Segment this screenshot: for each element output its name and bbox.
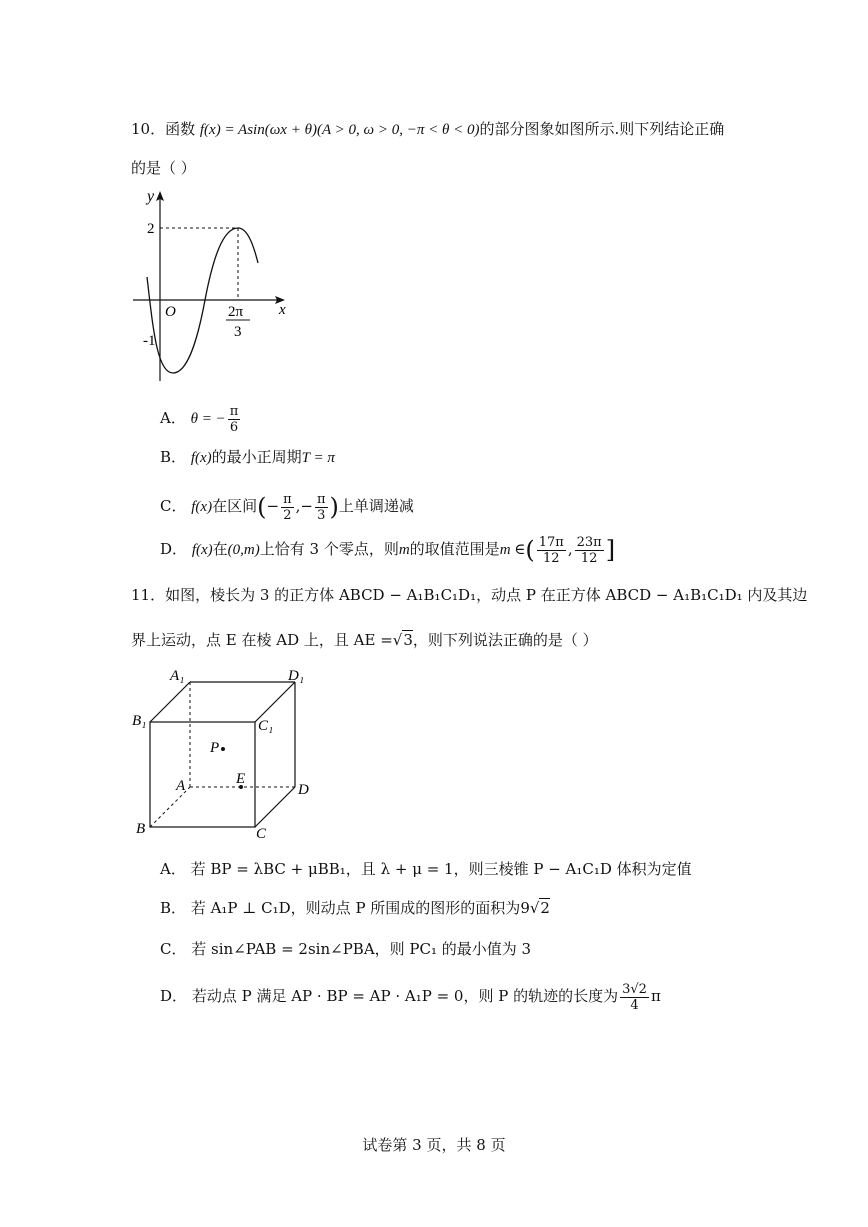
y-max-label: 2 (147, 221, 155, 237)
option-c-pre: 在区间 (212, 497, 258, 515)
label-p: P (210, 740, 220, 756)
origin-label: O (165, 304, 176, 320)
x-tick-denominator: 3 (234, 324, 242, 340)
option-b-fx: f(x) (190, 450, 212, 466)
option-b-label: B． (160, 899, 187, 917)
q10-option-d: D． f(x)在(0,m)上恰有 3 个零点，则m的取值范围是m ∈( $\frac{17\pi}{12}$ , $\frac{23\pi}{12}$ ] (160, 534, 616, 566)
y-min-label: -1 (143, 333, 156, 349)
y-axis-label: y (147, 188, 155, 205)
option-a-text: 若 BP = λBC + μBB₁，且 λ + μ = 1，则三棱锥 P − A₁C₁D 体积为定值 (190, 860, 692, 878)
label-d: D (298, 782, 309, 798)
option-a-lhs: θ = − (190, 411, 226, 427)
q10-option-b (160, 446, 335, 469)
page-footer: 试卷第 3 页，共 8 页 (362, 1136, 506, 1154)
label-d1: D₁ (288, 668, 305, 684)
q10-line1 (131, 118, 724, 141)
q11-line1-text: 如图，棱长为 3 的正方体 ABCD − A₁B₁C₁D₁，动点 P 在正方体 ABCD − A₁B₁C₁D₁ 内及其边 (165, 586, 808, 604)
option-a-label: A． (160, 860, 186, 878)
point-p (221, 747, 225, 751)
q11-number: 11． (131, 586, 166, 604)
label-b1: B₁ (132, 713, 147, 729)
q11-option-d: D． 若动点 P 满足 AP · BP = AP · A₁P = 0，则 P 的轨迹的长度为 $\frac{3√2}{4}$ π (160, 981, 661, 1013)
q10-number: 10． (131, 120, 166, 138)
q10-line2: 的是（ ） (131, 159, 196, 177)
q11-cube-figure (130, 662, 320, 842)
option-c-text: 若 sin∠PAB = 2sin∠PBA，则 PC₁ 的最小值为 3 (191, 940, 532, 958)
option-c-label: C． (160, 497, 187, 515)
x-axis-label: x (279, 302, 286, 318)
option-a-fraction: $\frac{\pi}{6}$ (229, 403, 239, 435)
q11-line1 (131, 584, 807, 606)
x-tick-numerator: 2π (228, 304, 244, 320)
label-a1: A₁ (170, 668, 185, 684)
q11-option-b: B． 若 A₁P ⊥ C₁D，则动点 P 所围成的图形的面积为9√2 (160, 899, 550, 917)
edge-c-d (255, 787, 295, 827)
option-d-text: 若动点 P 满足 AP · BP = AP · A₁P = 0，则 P 的轨迹的长度为 (191, 987, 619, 1005)
option-c-post: 上单调递减 (338, 497, 414, 515)
q11-option-a (160, 858, 692, 880)
option-d-label: D． (160, 540, 188, 558)
option-b-eq: T = π (301, 450, 335, 466)
edge-b1-a1 (150, 682, 190, 722)
option-d-fx: f(x) (191, 542, 213, 558)
label-b: B (136, 821, 146, 837)
q10-sine-graph (125, 183, 295, 388)
label-a: A (176, 778, 186, 794)
label-c1: C₁ (258, 718, 274, 734)
option-b-text: 的最小正周期 (211, 448, 302, 466)
q10-intro-prefix: 函数 (165, 120, 196, 138)
option-b-label: B． (160, 448, 187, 466)
option-a-label: A． (160, 409, 186, 427)
q10-option-a (160, 400, 242, 437)
q10-option-c: C． f(x)在区间(− $\frac{\pi}{2}$ ,− $\frac{\pi}{3}$ )上单调递减 (160, 491, 414, 523)
q10-intro-suffix: 的部分图象如图所示.则下列结论正确 (479, 120, 725, 138)
option-d-label: D． (160, 987, 188, 1005)
label-e: E (236, 771, 246, 787)
q10-function: f(x) = Asin(ωx + θ) (199, 122, 317, 138)
label-c: C (256, 826, 267, 842)
q10-condition: (A > 0, ω > 0, −π < θ < 0) (316, 122, 480, 138)
edge-c1-d1 (255, 682, 295, 722)
option-b-text: 若 A₁P ⊥ C₁D，则动点 P 所围成的图形的面积为 (190, 899, 521, 917)
option-c-label: C． (160, 940, 187, 958)
q11-line2: 界上运动，点 E 在棱 AD 上，且 AE =√3，则下列说法正确的是（ ） (131, 631, 598, 649)
option-c-fx: f(x) (191, 499, 213, 515)
q11-option-c (160, 938, 531, 960)
